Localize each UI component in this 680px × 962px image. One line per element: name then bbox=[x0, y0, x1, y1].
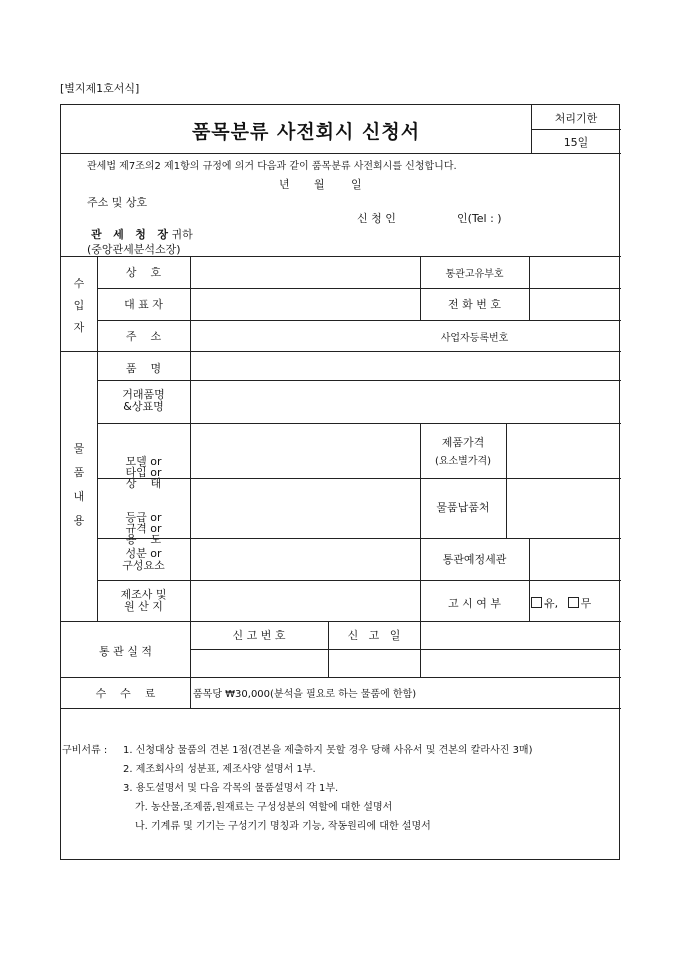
date-year: 년 bbox=[279, 178, 290, 191]
notice-yes-checkbox[interactable] bbox=[531, 597, 542, 608]
composition-label: 성분 or 구성요소 bbox=[122, 547, 165, 572]
clearance-record-label: 통 관 실 적 bbox=[99, 645, 152, 658]
document-item-3b: 나. 기계류 및 기기는 구성기기 명칭과 기능, 작동원리에 대한 설명서 bbox=[135, 821, 431, 832]
processing-deadline-label: 처리기한 bbox=[554, 112, 598, 125]
date-day: 일 bbox=[351, 178, 362, 191]
notice-no-checkbox[interactable] bbox=[568, 597, 579, 608]
business-reg-label: 사업자등록번호 bbox=[440, 333, 509, 344]
phone-label: 전 화 번 호 bbox=[448, 298, 501, 311]
applicant-label: 신 청 인 bbox=[357, 212, 396, 225]
representative-label: 대 표 자 bbox=[124, 298, 163, 311]
item-name-label: 품 명 bbox=[125, 362, 162, 375]
customs-code-label: 통관고유부호 bbox=[445, 269, 504, 280]
processing-deadline-value: 15일 bbox=[563, 136, 589, 149]
fee-value: 품목당 ₩30,000(분석을 필요로 하는 물품에 한함) bbox=[193, 689, 417, 700]
form-caption: [별지제1호서식] bbox=[60, 82, 140, 95]
declaration-number-header: 신 고 번 호 bbox=[232, 629, 286, 642]
document-item-1: 1. 신청대상 물품의 견본 1점(견본을 제출하지 못할 경우 당해 사유서 및 견본의 칼라사진 3매) bbox=[123, 745, 533, 756]
seal-tel: 인(Tel : ) bbox=[457, 212, 502, 225]
maker-origin-label: 제조사 및 원 산 지 bbox=[120, 588, 167, 613]
addressee: 관 세 청 장 bbox=[91, 228, 168, 241]
address-label: 주소 및 상호 bbox=[87, 196, 148, 209]
document-item-2: 2. 제조회사의 성분표, 제조사양 설명서 1부. bbox=[123, 764, 316, 775]
customs-office-label: 통관예정세관 bbox=[442, 553, 507, 566]
date-month: 월 bbox=[314, 178, 325, 191]
importer-name-label: 상 호 bbox=[125, 266, 162, 279]
notice-status-label: 고 시 여 부 bbox=[448, 597, 501, 610]
product-price-label: 제품가격 (요소별가격) bbox=[434, 436, 492, 467]
importer-section-label: 수 입 자 bbox=[73, 277, 85, 334]
document-item-3a: 가. 농산물,조제품,원재료는 구성성분의 역할에 대한 설명서 bbox=[135, 802, 393, 813]
honorific: 귀하 bbox=[171, 228, 193, 241]
notice-options: 유, 무 bbox=[531, 595, 591, 611]
grade-label: 등급 or 규격 or 용 도 bbox=[125, 511, 162, 546]
fee-label: 수 수 료 bbox=[95, 687, 156, 700]
declaration-date-header: 신 고 일 bbox=[347, 629, 401, 642]
addressee-sub: (중앙관세분석소장) bbox=[87, 243, 181, 256]
documents-label: 구비서류 : bbox=[62, 745, 108, 756]
application-form bbox=[60, 104, 620, 860]
form-title: 품목분류 사전회시 신청서 bbox=[191, 121, 421, 143]
document-item-3: 3. 용도설명서 및 다음 각목의 물품설명서 각 1부. bbox=[123, 783, 339, 794]
importer-address-label: 주 소 bbox=[125, 330, 162, 343]
application-statement: 관세법 제7조의2 제1항의 규정에 의거 다음과 같이 품목분류 사전회시를 신청합니다. bbox=[87, 161, 457, 172]
trade-name-label: 거래품명 &상표명 bbox=[122, 388, 165, 413]
model-label: 모델 or 타입 or 상 태 bbox=[125, 455, 162, 490]
goods-section-label: 물 품 내 용 bbox=[73, 442, 85, 527]
delivery-label: 물품납품처 bbox=[436, 501, 490, 514]
